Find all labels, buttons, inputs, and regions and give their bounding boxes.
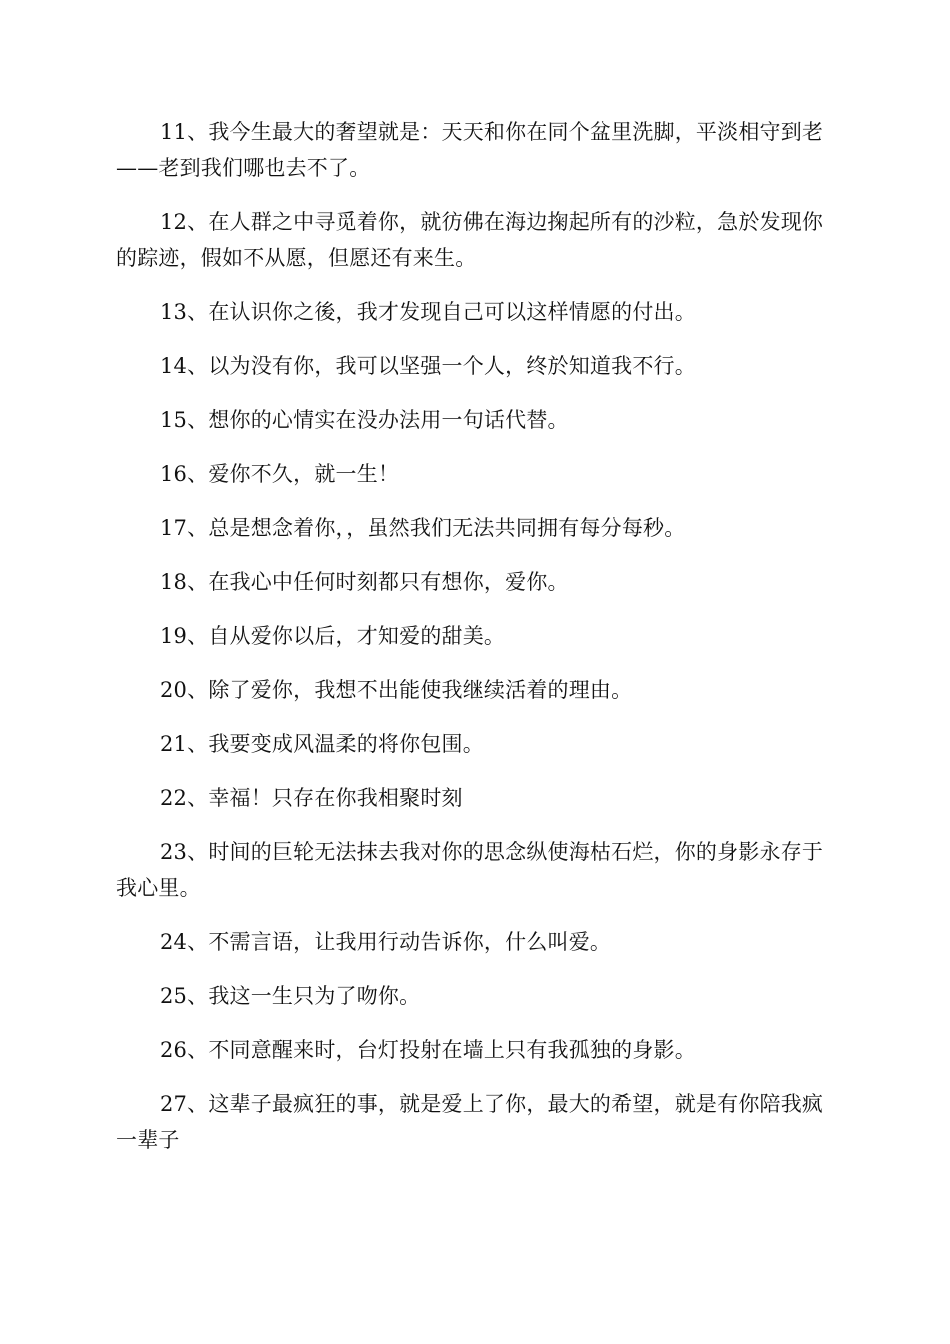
paragraph-25: 25、我这一生只为了吻你。 — [160, 984, 421, 1008]
paragraph-13: 13、在认识你之後，我才发现自己可以这样情愿的付出。 — [160, 300, 696, 324]
paragraph-16: 16、爱你不久，就一生！ — [160, 462, 400, 486]
paragraph-19: 19、自从爱你以后，才知爱的甜美。 — [160, 624, 506, 648]
paragraph-27: 27、这辈子最疯狂的事，就是爱上了你，最大的希望，就是有你陪我疯一辈子 — [116, 1092, 824, 1152]
document-body — [116, 114, 834, 1176]
paragraph-20: 20、除了爱你，我想不出能使我继续活着的理由。 — [160, 678, 633, 702]
paragraph-11: 11、我今生最大的奢望就是：天天和你在同个盆里洗脚，平淡相守到老——老到我们哪也去不了。 — [116, 120, 824, 180]
paragraph-15: 15、想你的心情实在没办法用一句话代替。 — [160, 408, 569, 432]
paragraph-18: 18、在我心中任何时刻都只有想你，爱你。 — [160, 570, 569, 594]
paragraph-17: 17、总是想念着你，，虽然我们无法共同拥有每分每秒。 — [160, 516, 686, 540]
paragraph-12: 12、在人群之中寻觅着你，就彷佛在海边掬起所有的沙粒，急於发现你的踪迹，假如不从愿，但愿还有来生。 — [116, 210, 824, 270]
paragraph-24: 24、不需言语，让我用行动告诉你，什么叫爱。 — [160, 930, 612, 954]
paragraph-23: 23、时间的巨轮无法抹去我对你的思念纵使海枯石烂，你的身影永存于我心里。 — [116, 840, 824, 900]
paragraph-14: 14、以为没有你，我可以坚强一个人，终於知道我不行。 — [160, 354, 696, 378]
paragraph-22: 22、幸福！只存在你我相聚时刻 — [160, 786, 463, 810]
paragraph-21: 21、我要变成风温柔的将你包围。 — [160, 732, 484, 756]
paragraph-26: 26、不同意醒来时，台灯投射在墙上只有我孤独的身影。 — [160, 1038, 696, 1062]
